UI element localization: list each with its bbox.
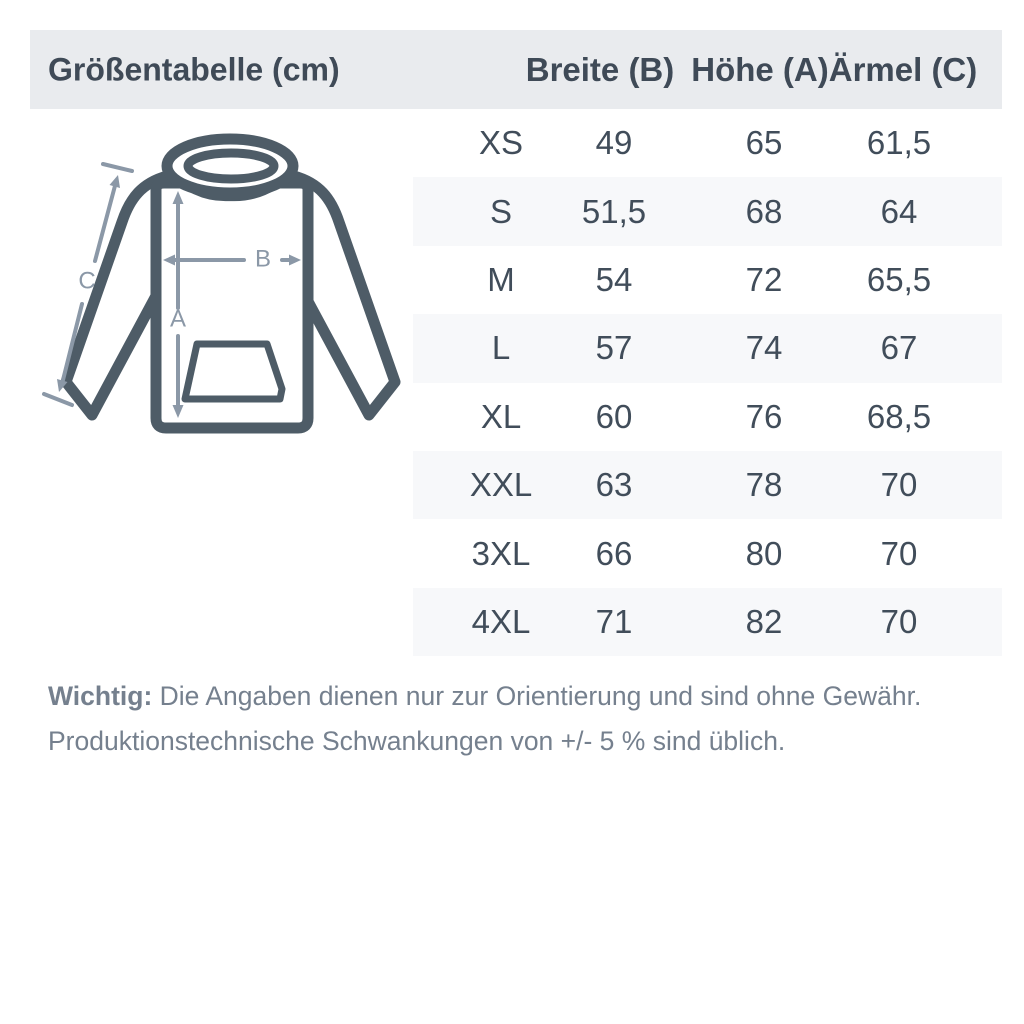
width-value: 54 [595, 260, 633, 298]
width-value: 51,5 [581, 192, 647, 230]
sleeve-value: 61,5 [866, 124, 932, 162]
important-note [48, 674, 978, 764]
note-text-1: Die Angaben dienen nur zur Orientierung und sind ohne Gewähr. [159, 681, 922, 711]
height-value: 80 [745, 534, 783, 572]
note-line-2: Produktionstechnische Schwankungen von +/- 5 % sind üblich. [48, 726, 786, 756]
table-row [413, 177, 1002, 245]
width-value: 63 [595, 466, 633, 504]
width-value: 71 [595, 602, 633, 640]
size-label: 4XL [471, 602, 531, 640]
size-label: XXL [469, 466, 533, 504]
size-label: S [489, 192, 513, 230]
sleeve-value: 70 [880, 466, 918, 504]
sleeve-value: 65,5 [866, 260, 932, 298]
column-header-width: Breite (B) [525, 50, 675, 88]
table-row [413, 383, 1002, 451]
table-row [413, 246, 1002, 314]
size-table [413, 109, 1002, 656]
table-header-band [30, 30, 1002, 109]
width-value: 57 [595, 329, 633, 367]
table-row [413, 588, 1002, 656]
size-label: M [487, 260, 515, 298]
size-label: L [491, 329, 511, 367]
note-label: Wichtig: [48, 681, 153, 711]
height-value: 76 [745, 397, 783, 435]
width-value: 60 [595, 397, 633, 435]
table-row [413, 451, 1002, 519]
label-b: B [254, 245, 272, 273]
size-label: 3XL [471, 534, 531, 572]
size-label: XS [478, 124, 524, 162]
size-label: XL [480, 397, 522, 435]
height-value: 78 [745, 466, 783, 504]
column-header-sleeve: Ärmel (C) [828, 50, 978, 88]
hoodie-measurement-diagram [38, 128, 423, 463]
height-value: 82 [745, 602, 783, 640]
table-row [413, 314, 1002, 382]
column-header-height: Höhe (A) [691, 50, 829, 88]
sleeve-value: 68,5 [866, 397, 932, 435]
height-value: 74 [745, 329, 783, 367]
note-line-1 [48, 674, 978, 719]
table-row [413, 519, 1002, 587]
table-row [413, 109, 1002, 177]
height-value: 65 [745, 124, 783, 162]
label-c: C [78, 267, 96, 295]
sleeve-value: 70 [880, 602, 918, 640]
label-a: A [169, 305, 187, 333]
sleeve-value: 64 [880, 192, 918, 230]
sleeve-value: 67 [880, 329, 918, 367]
width-value: 66 [595, 534, 633, 572]
sleeve-value: 70 [880, 534, 918, 572]
height-value: 68 [745, 192, 783, 230]
page-title: Größentabelle (cm) [48, 51, 340, 87]
width-value: 49 [595, 124, 633, 162]
height-value: 72 [745, 260, 783, 298]
